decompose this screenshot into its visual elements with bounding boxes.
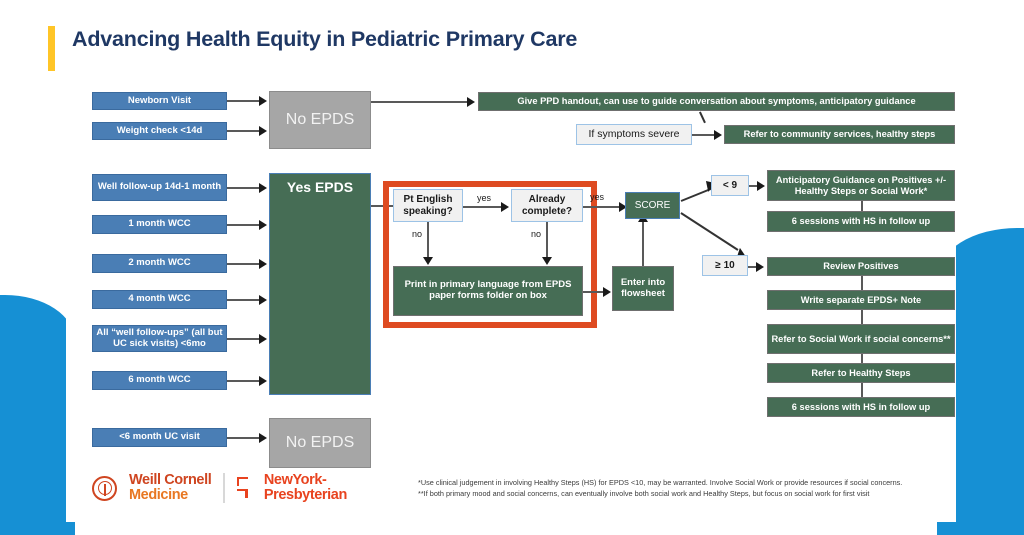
connector	[546, 222, 548, 260]
nyp-line-1: NewYork-	[263, 472, 327, 489]
connector	[642, 218, 644, 266]
trigger-weight-check[interactable]: Weight check <14d	[92, 122, 227, 140]
nyp-line-2: Presbyterian	[263, 487, 347, 503]
arrowhead	[259, 295, 267, 305]
connector	[227, 130, 261, 132]
arrowhead	[259, 433, 267, 443]
action-6-sessions-hs-low[interactable]: 6 sessions with HS in follow up	[767, 211, 955, 232]
connector	[583, 206, 622, 208]
arrowhead	[467, 97, 475, 107]
weill-cornell-line-1: Weill Cornell	[129, 472, 212, 489]
trigger-2-month-wcc[interactable]: 2 month WCC	[92, 254, 227, 273]
edge-label-no-1: no	[412, 229, 423, 239]
arrowhead	[259, 220, 267, 230]
arrowhead	[259, 183, 267, 193]
trigger-1-month-wcc[interactable]: 1 month WCC	[92, 215, 227, 234]
weill-cornell-seal-icon	[92, 476, 117, 501]
footnote-line-1: *Use clinical judgement in involving Healthy Steps (HS) for EPDS <10, may be warranted. Involve Social Work or provide resources if social concerns.	[418, 478, 903, 487]
trigger-under-6-month-uc-visit[interactable]: <6 month UC visit	[92, 428, 227, 447]
page-title: Advancing Health Equity in Pediatric Primary Care	[72, 27, 578, 51]
action-6-sessions-hs-high[interactable]: 6 sessions with HS in follow up	[767, 397, 955, 417]
question-already-complete[interactable]: Already complete?	[511, 189, 583, 222]
decision-no-epds-bottom[interactable]: No EPDS	[269, 418, 371, 468]
connector	[227, 380, 261, 382]
action-print-primary-language[interactable]: Print in primary language from EPDS paper forms folder on box	[393, 266, 583, 316]
arrowhead	[259, 259, 267, 269]
action-enter-into-flowsheet[interactable]: Enter into flowsheet	[612, 266, 674, 311]
footnote-line-2: **If both primary mood and social concerns, can eventually involve both social work and Healthy Steps, but focus on social work for first visit	[418, 488, 870, 498]
connector	[463, 206, 503, 208]
connector	[861, 201, 863, 211]
logo-divider	[223, 473, 225, 503]
arrowhead	[757, 181, 765, 191]
action-refer-community-services[interactable]: Refer to community services, healthy steps	[724, 125, 955, 144]
connector	[227, 299, 261, 301]
arrowhead	[259, 376, 267, 386]
connector	[861, 383, 863, 397]
arrowhead	[603, 287, 611, 297]
arrowhead	[259, 334, 267, 344]
connector	[227, 263, 261, 265]
nyp-logo	[264, 473, 347, 503]
connector	[371, 101, 469, 103]
title-accent-bar	[48, 26, 55, 71]
connector	[227, 437, 261, 439]
connector	[227, 100, 261, 102]
edge-label-yes-2: yes	[590, 192, 605, 202]
arrowhead	[501, 202, 509, 212]
action-refer-social-work[interactable]: Refer to Social Work if social concerns**	[767, 324, 955, 354]
connector	[227, 224, 261, 226]
arrowhead	[542, 257, 552, 265]
decorative-blue-shape-left	[0, 295, 75, 535]
trigger-all-well-followups[interactable]: All “well follow-ups” (all but UC sick visits) <6mo	[92, 325, 227, 352]
connector	[861, 310, 863, 324]
branch-score-low[interactable]: < 9	[711, 175, 749, 196]
decision-yes-epds[interactable]: Yes EPDS	[269, 173, 371, 395]
edge-label-no-2: no	[531, 229, 542, 239]
connector	[427, 222, 429, 260]
action-anticipatory-guidance[interactable]: Anticipatory Guidance on Positives +/- Healthy Steps or Social Work*	[767, 170, 955, 201]
arrowhead	[259, 126, 267, 136]
footnotes	[418, 478, 963, 500]
trigger-6-month-wcc[interactable]: 6 month WCC	[92, 371, 227, 390]
action-give-ppd-handout[interactable]: Give PPD handout, can use to guide conversation about symptoms, anticipatory guidance	[478, 92, 955, 111]
connector	[227, 338, 261, 340]
connector	[583, 291, 605, 293]
arrowhead	[714, 130, 722, 140]
arrowhead	[756, 262, 764, 272]
action-refer-healthy-steps[interactable]: Refer to Healthy Steps	[767, 363, 955, 383]
weill-cornell-medicine-logo	[129, 473, 211, 503]
trigger-4-month-wcc[interactable]: 4 month WCC	[92, 290, 227, 309]
action-write-epds-note[interactable]: Write separate EPDS+ Note	[767, 290, 955, 310]
node-score[interactable]: SCORE	[625, 192, 680, 219]
branch-score-high[interactable]: ≥ 10	[702, 255, 748, 276]
action-review-positives[interactable]: Review Positives	[767, 257, 955, 276]
trigger-well-followup-14d-1mo[interactable]: Well follow-up 14d-1 month	[92, 174, 227, 201]
connector	[861, 276, 863, 290]
nyp-bracket-icon	[237, 475, 252, 501]
arrowhead	[259, 96, 267, 106]
question-pt-english-speaking[interactable]: Pt English speaking?	[393, 189, 463, 222]
condition-if-symptoms-severe[interactable]: If symptoms severe	[576, 124, 692, 145]
arrowhead	[423, 257, 433, 265]
edge-label-yes-1: yes	[477, 193, 492, 203]
trigger-newborn-visit[interactable]: Newborn Visit	[92, 92, 227, 110]
logo-group	[92, 473, 347, 503]
connector	[227, 187, 261, 189]
weill-cornell-line-2: Medicine	[129, 487, 188, 503]
decision-no-epds-top[interactable]: No EPDS	[269, 91, 371, 149]
